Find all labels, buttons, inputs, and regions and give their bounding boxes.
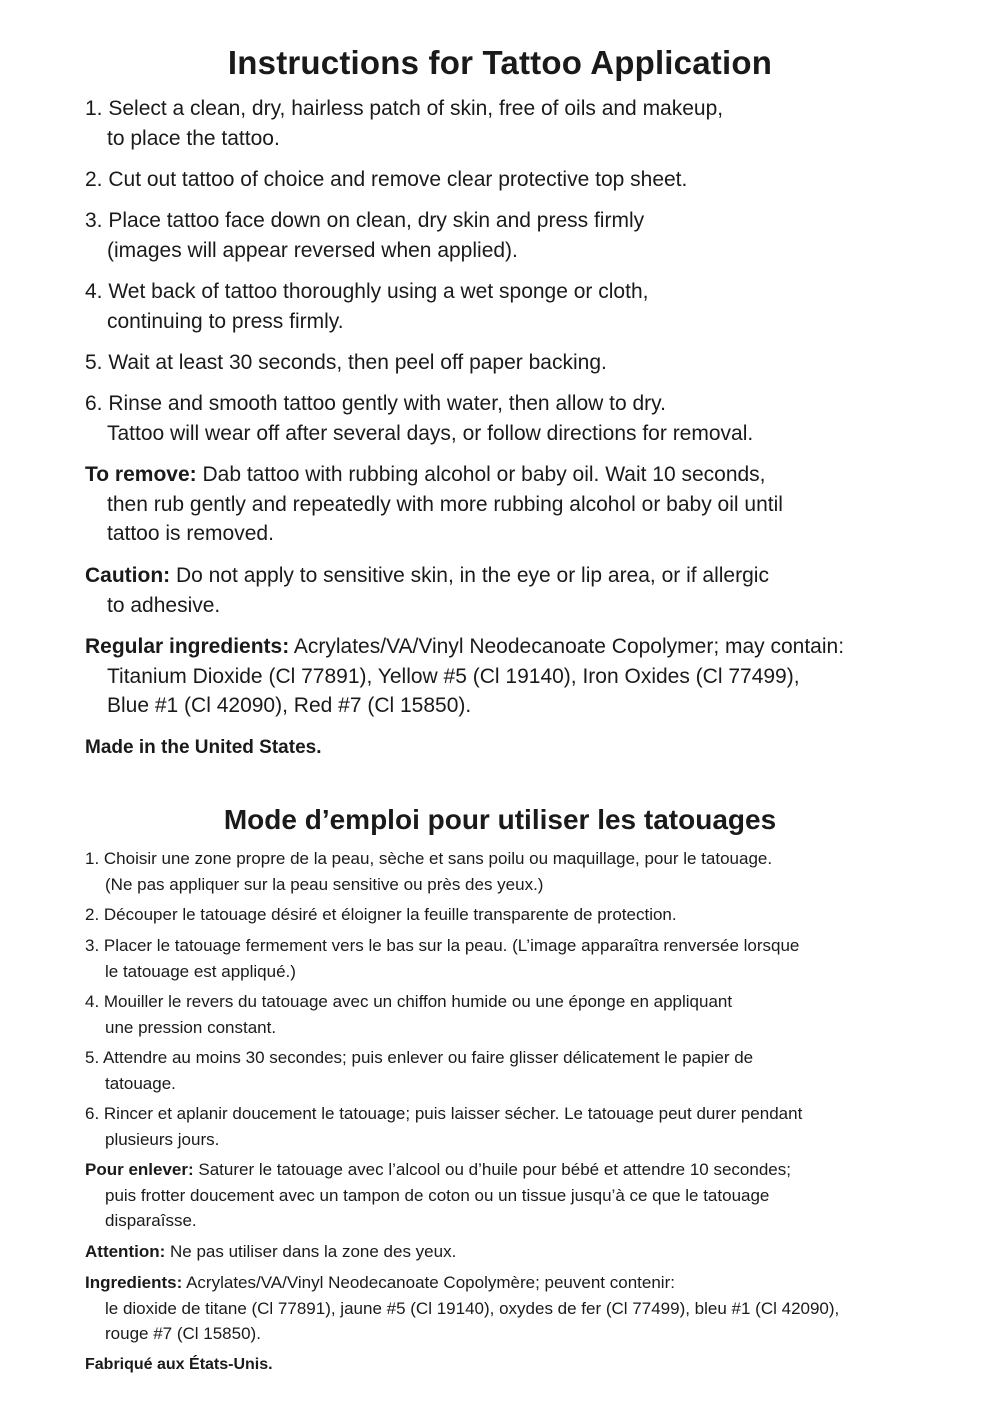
english-step-1-line-1: 1. Select a clean, dry, hairless patch of skin, free of oils and makeup, (85, 97, 724, 120)
french-step-5-line-2: tatouage. (105, 1073, 176, 1093)
english-caution-line-1: Do not apply to sensitive skin, in the eye or lip area, or if allergic (170, 564, 769, 587)
french-remove-line-2: puis frotter doucement avec un tampon de coton ou un tissue jusqu’à ce que le tatouage (105, 1185, 770, 1205)
french-remove-line-1: Saturer le tatouage avec l’alcool ou d’huile pour bébé et attendre 10 secondes; (193, 1160, 791, 1179)
french-step-5 (85, 1045, 955, 1096)
french-step-4-line-2: une pression constant. (105, 1017, 277, 1037)
english-caution (85, 561, 945, 620)
english-step-6-line-2: Tattoo will wear off after several days, or follow directions for removal. (107, 421, 754, 445)
english-step-1-line-2: to place the tattoo. (107, 126, 280, 150)
french-attention-label: Attention: (85, 1242, 166, 1261)
english-remove-line-2: then rub gently and repeatedly with more rubbing alcohol or baby oil until (107, 492, 783, 516)
english-step-6 (85, 389, 945, 448)
english-step-6-line-1: 6. Rinse and smooth tattoo gently with water, then allow to dry. (85, 392, 666, 415)
french-step-6-line-1: 6. Rincer et aplanir doucement le tatouage; puis laisser sécher. Le tatouage peut durer pendant (85, 1104, 803, 1123)
french-step-2-line-1: 2. Découper le tatouage désiré et éloigner la feuille transparente de protection. (85, 905, 677, 924)
english-title: Instructions for Tattoo Application (227, 44, 773, 81)
french-ingredients-label: Ingredients: (85, 1273, 183, 1292)
english-step-3-line-2: (images will appear reversed when applied). (107, 238, 518, 262)
english-ingredients-line-2: Titanium Dioxide (Cl 77891), Yellow #5 (Cl 19140), Iron Oxides (Cl 77499), (107, 664, 800, 688)
english-caution-line-2: to adhesive. (107, 593, 221, 617)
french-step-5-line-1: 5. Attendre au moins 30 secondes; puis enlever ou faire glisser délicatement le papier de (85, 1048, 754, 1067)
french-attention (85, 1239, 955, 1265)
french-step-3 (85, 933, 955, 984)
french-step-4-line-1: 4. Mouiller le revers du tatouage avec un chiffon humide ou une éponge en appliquant (85, 992, 733, 1011)
french-ingredients-line-1: Acrylates/VA/Vinyl Neodecanoate Copolymère; peuvent contenir: (182, 1273, 675, 1292)
french-remove-line-3: disparaîsse. (105, 1211, 197, 1230)
french-ingredients-line-3: rouge #7 (Cl 15850). (105, 1324, 261, 1343)
french-remove-instructions (85, 1157, 955, 1234)
english-step-4 (85, 277, 945, 336)
english-caution-label: Caution: (85, 564, 171, 587)
english-step-1 (85, 94, 945, 153)
english-step-3 (85, 206, 945, 265)
french-ingredients (85, 1270, 955, 1347)
english-remove-instructions (85, 460, 945, 549)
english-made-in: Made in the United States. (85, 737, 322, 758)
french-made-in: Fabriqué aux États-Unis. (85, 1356, 273, 1373)
french-title: Mode d’emploi pour utiliser les tatouages (223, 804, 777, 835)
french-step-1-line-1: 1. Choisir une zone propre de la peau, sèche et sans poilu ou maquillage, pour le tatouage. (85, 849, 773, 868)
french-step-3-line-2: le tatouage est appliqué.) (105, 961, 296, 981)
french-step-2 (85, 902, 955, 928)
english-ingredients-line-3: Blue #1 (Cl 42090), Red #7 (Cl 15850). (107, 694, 472, 717)
english-step-5 (85, 348, 945, 378)
french-step-6 (85, 1101, 955, 1152)
french-step-1 (85, 846, 955, 897)
english-remove-label: To remove: (85, 463, 197, 486)
french-ingredients-line-2: le dioxide de titane (Cl 77891), jaune #5 (Cl 19140), oxydes de fer (Cl 77499), bleu #1 (Cl 42090), (105, 1298, 840, 1318)
english-ingredients-line-1: Acrylates/VA/Vinyl Neodecanoate Copolymer; may contain: (289, 635, 845, 658)
english-step-4-line-1: 4. Wet back of tattoo thoroughly using a wet sponge or cloth, (85, 280, 649, 303)
french-step-3-line-1: 3. Placer le tatouage fermement vers le bas sur la peau. (L’image apparaîtra renversée lorsque (85, 936, 800, 955)
english-step-2 (85, 165, 945, 195)
english-remove-line-1: Dab tattoo with rubbing alcohol or baby oil. Wait 10 seconds, (196, 463, 766, 486)
english-step-3-line-1: 3. Place tattoo face down on clean, dry skin and press firmly (85, 209, 645, 232)
french-attention-line-1: Ne pas utiliser dans la zone des yeux. (165, 1242, 457, 1261)
english-step-4-line-2: continuing to press firmly. (107, 309, 344, 333)
english-ingredients-label: Regular ingredients: (85, 635, 290, 658)
french-step-6-line-2: plusieurs jours. (105, 1129, 220, 1149)
english-remove-line-3: tattoo is removed. (107, 522, 274, 545)
french-step-1-line-2: (Ne pas appliquer sur la peau sensitive ou près des yeux.) (105, 874, 544, 894)
english-step-5-line-1: 5. Wait at least 30 seconds, then peel off paper backing. (85, 351, 607, 374)
english-step-2-line-1: 2. Cut out tattoo of choice and remove clear protective top sheet. (85, 168, 688, 191)
french-remove-label: Pour enlever: (85, 1160, 194, 1179)
english-ingredients (85, 632, 945, 721)
french-step-4 (85, 989, 955, 1040)
